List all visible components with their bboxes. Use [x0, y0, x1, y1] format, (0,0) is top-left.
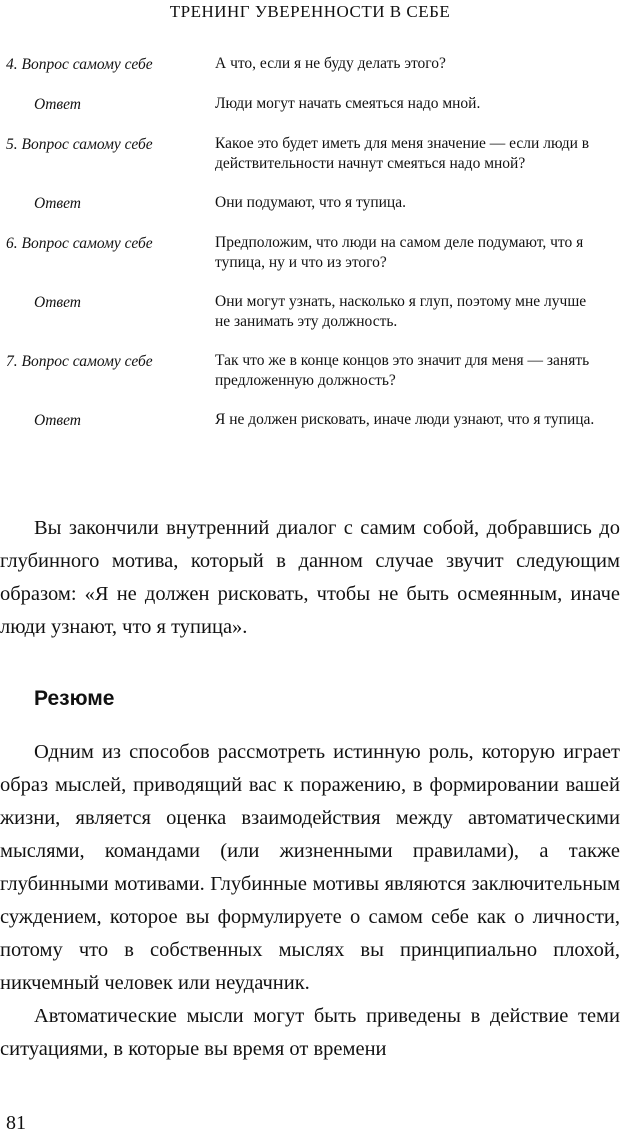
- dialog-row: [0, 351, 620, 391]
- dialog-row: [0, 233, 620, 273]
- answer-text: Люди могут начать смеяться надо мной.: [215, 95, 481, 112]
- body-paragraph: Вы закончили внутренний диалог с самим собой, добравшись до глубинного мотива, который в данном случае звучит следующим образом: «Я не должен рисковать, чтобы не быть осмеянным, иначе люди узнают, что я тупица».: [0, 517, 620, 638]
- question-text: Предположим, что люди на самом деле подумают, что я тупица, ну и что из этого?: [215, 234, 584, 271]
- question-label: 5. Вопрос самому себе: [6, 136, 153, 153]
- question-label: 4. Вопрос самому себе: [6, 56, 153, 73]
- inner-dialog: [0, 54, 620, 431]
- conclusion-paragraph-block: [0, 512, 620, 644]
- question-text: А что, если я не буду делать этого?: [215, 55, 446, 72]
- section-heading: Резюме: [34, 687, 115, 710]
- question-text: Какое это будет иметь для меня значение — если люди в действительности начнут смеяться надо мной?: [215, 135, 590, 172]
- answer-label: Ответ: [34, 294, 81, 311]
- answer-label: Ответ: [34, 96, 81, 113]
- dialog-row: [0, 54, 620, 75]
- dialog-row: [0, 193, 620, 214]
- answer-text: Я не должен рисковать, иначе люди узнают, что я тупица.: [215, 411, 595, 428]
- answer-text: Они подумают, что я тупица.: [215, 194, 406, 211]
- dialog-row: [0, 134, 620, 174]
- question-label: 6. Вопрос самому себе: [6, 235, 153, 252]
- page-number: 81: [6, 1112, 26, 1134]
- answer-label: Ответ: [34, 412, 81, 429]
- summary-text-block: [0, 736, 620, 1066]
- dialog-row: [0, 292, 620, 332]
- body-paragraph: Автоматические мысли могут быть приведены в действие теми ситуациями, в которые вы время от времени: [0, 1005, 620, 1060]
- running-head: ТРЕНИНГ УВЕРЕННОСТИ В СЕБЕ: [169, 2, 451, 21]
- answer-text: Они могут узнать, насколько я глуп, поэтому мне лучше не занимать эту должность.: [215, 293, 587, 330]
- dialog-row: [0, 410, 620, 431]
- answer-label: Ответ: [34, 195, 81, 212]
- body-paragraph: Одним из способов рассмотреть истинную роль, которую играет образ мыслей, приводящий вас к поражению, в формировании вашей жизни, является оценка взаимодействия между автоматическими мыслями, командами (или жизненными правилами), а также глубинными мотивами. Глубинные мотивы являются заключительным суждением, которое вы формулируете о самом себе как о личности, потому что в собственных мыслях вы принципиально плохой, никчемный человек или неудачник.: [0, 741, 620, 994]
- question-label: 7. Вопрос самому себе: [6, 353, 153, 370]
- question-text: Так что же в конце концов это значит для меня — занять предложенную должность?: [215, 352, 590, 389]
- dialog-row: [0, 94, 620, 115]
